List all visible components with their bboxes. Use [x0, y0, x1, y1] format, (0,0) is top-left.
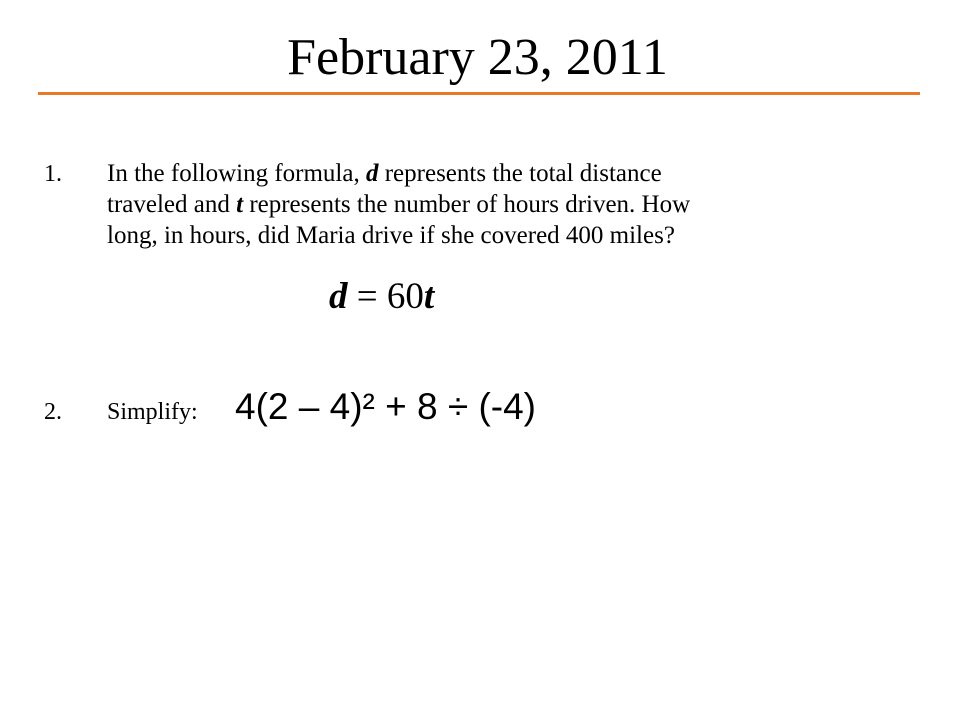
question-1-number: 1.	[44, 161, 62, 187]
question-2-expression: 4(2 – 4)² + 8 ÷ (-4)	[235, 386, 536, 427]
question-1-line-1	[107, 158, 887, 189]
q1-line2-end: represents the number of hours driven. How	[243, 191, 691, 218]
slide-title: February 23, 2011	[287, 29, 668, 86]
formula-equals-60: = 60	[347, 276, 424, 317]
q1-line1-start: In the following formula,	[107, 160, 366, 187]
variable-d: d	[365, 160, 379, 187]
formula-t: t	[423, 276, 435, 317]
question-2-label: Simplify:	[107, 399, 198, 425]
distance-formula	[329, 275, 434, 319]
question-1-line-3: long, in hours, did Maria drive if she covered 400 miles?	[107, 222, 675, 249]
q1-line1-end: represents the total distance	[378, 160, 662, 187]
variable-t: t	[236, 191, 244, 218]
question-2-number: 2.	[44, 399, 62, 425]
formula-d: d	[329, 276, 348, 317]
title-underline	[38, 92, 920, 95]
question-1-line-2	[107, 189, 887, 220]
q1-line2-start: traveled and	[107, 191, 237, 218]
question-1-text	[107, 158, 887, 251]
